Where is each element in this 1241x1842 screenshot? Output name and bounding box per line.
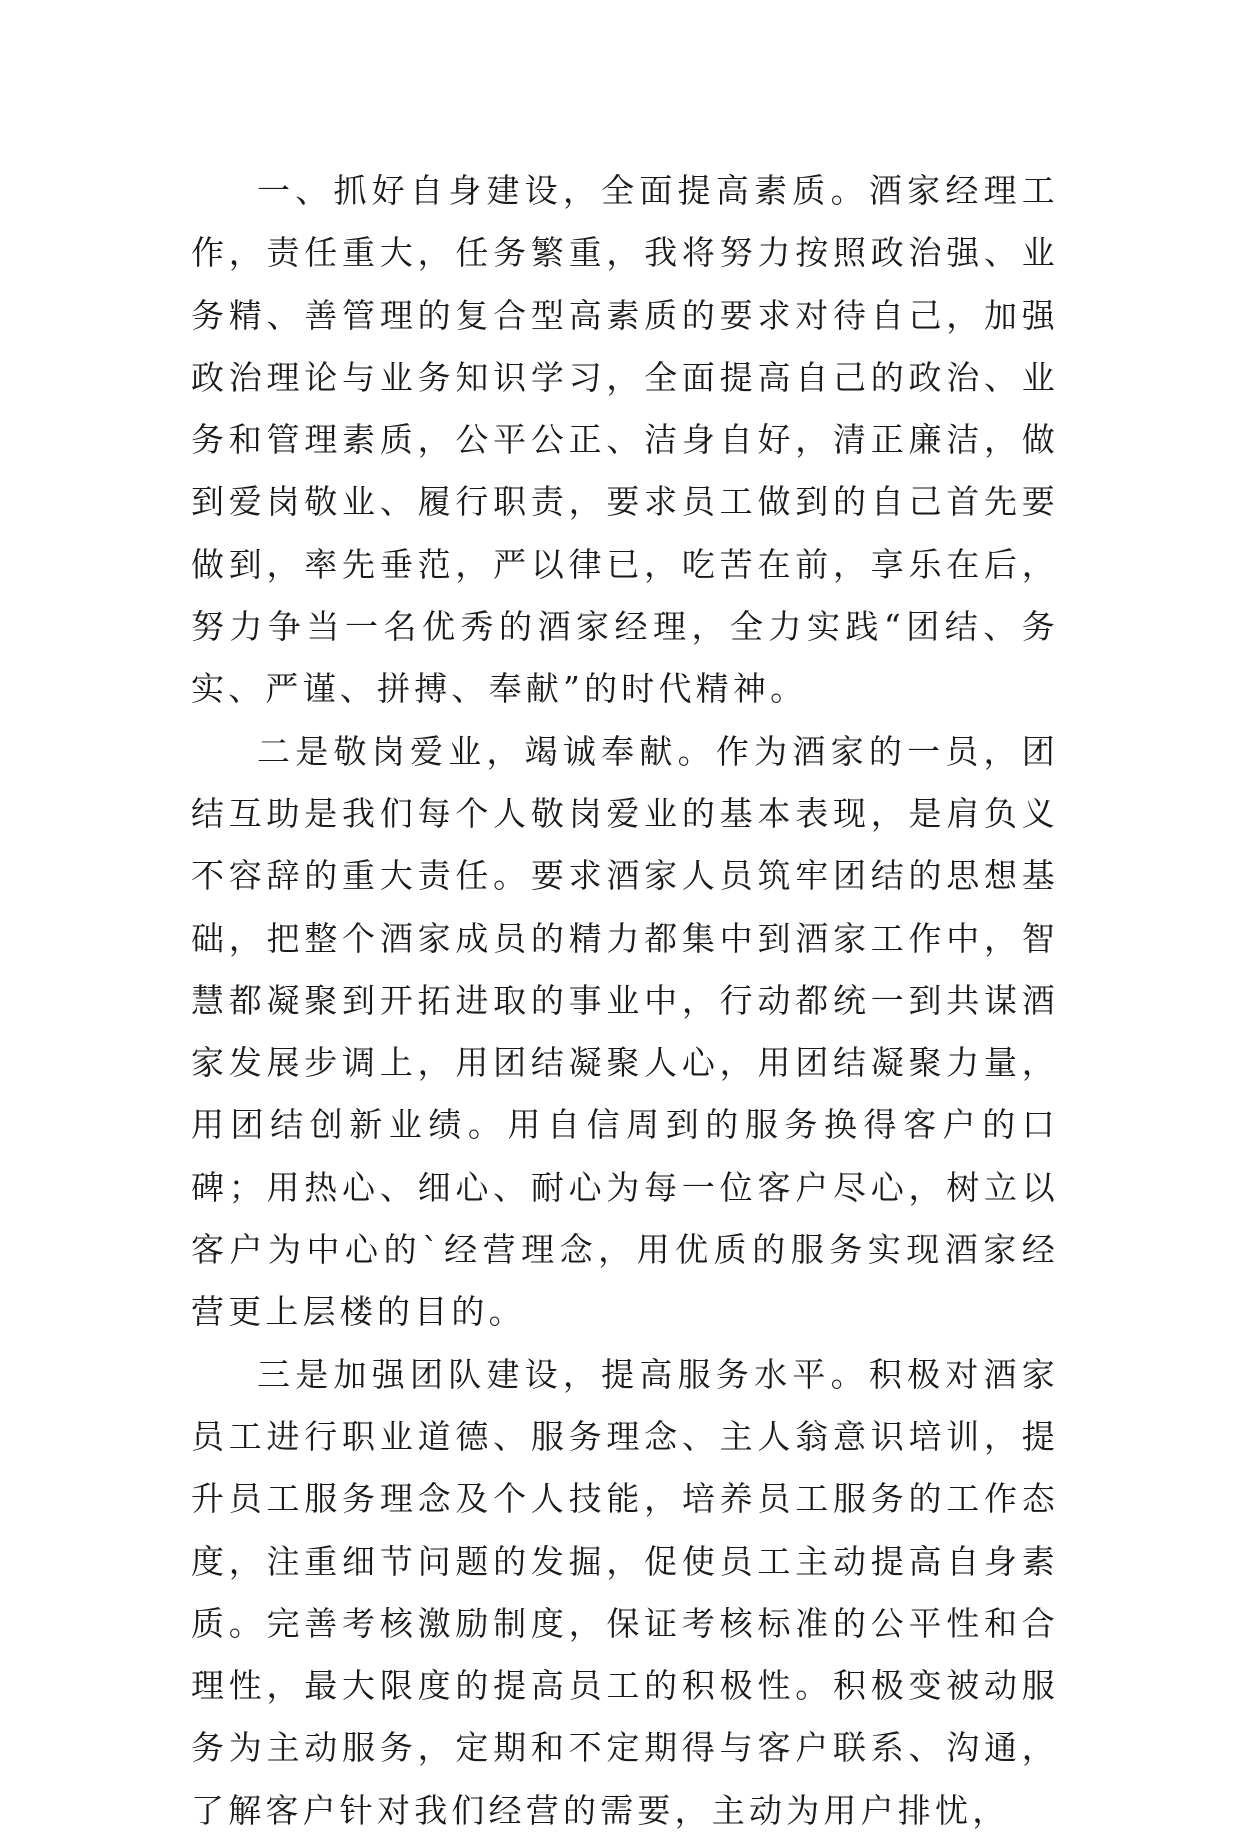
paragraph-team-building: 三是加强团队建设，提高服务水平。积极对酒家员工进行职业道德、服务理念、主人翁意识培训，提升员工服务理念及个人技能，培养员工服务的工作态度，注重细节问题的发掘，促使员工主动提高自身素质。完善考核激励制度，保证考核标准的公平性和合理性，最大限度的提高员工的积极性。积极变被动服务为主动服务，定期和不定期得与客户联系、沟通，了解客户针对我们经营的需要，主动为用户排忧， [191, 1354, 1059, 1830]
paragraph-self-building: 一、抓好自身建设，全面提高素质。酒家经理工作，责任重大，任务繁重，我将努力按照政治强、业务精、善管理的复合型高素质的要求对待自己，加强政治理论与业务知识学习，全面提高自己的政治、业务和管理素质，公平公正、洁身自好，清正廉洁，做到爱岗敬业、履行职责，要求员工做到的自己首先要做到，率先垂范，严以律已，吃苦在前，享乐在后，努力争当一名优秀的酒家经理，全力实践“团结、务实、严谨、拼搏、奉献”的时代精神。 [191, 171, 1059, 709]
paragraph-dedication: 二是敬岗爱业，竭诚奉献。作为酒家的一员，团结互助是我们每个人敬岗爱业的基本表现，是肩负义不容辞的重大责任。要求酒家人员筑牢团结的思想基础，把整个酒家成员的精力都集中到酒家工作中，智慧都凝聚到开拓进取的事业中，行动都统一到共谋酒家发展步调上，用团结凝聚人心，用团结凝聚力量，用团结创新业绩。用自信周到的服务换得客户的口碑；用热心、细心、耐心为每一位客户尽心，树立以客户为中心的`经营理念，用优质的服务实现酒家经营更上层楼的目的。 [191, 731, 1059, 1332]
document-body [191, 160, 1059, 1842]
